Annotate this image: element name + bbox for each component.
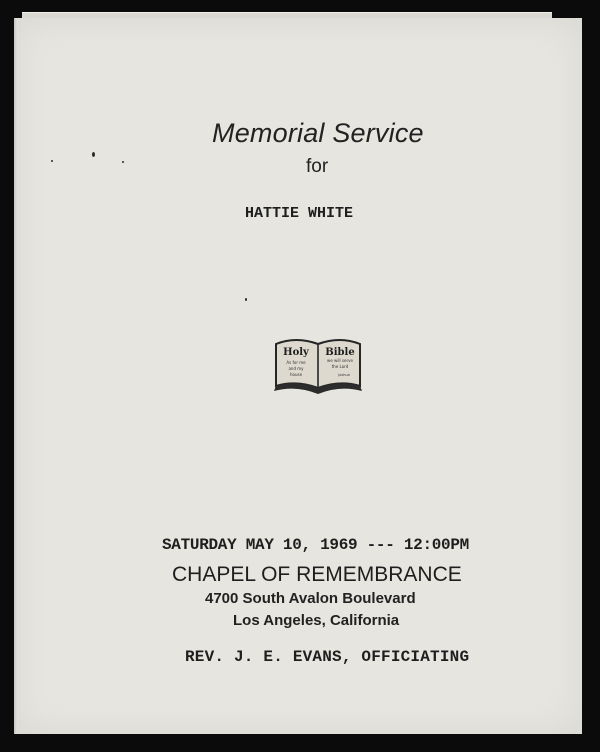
ink-speck xyxy=(51,160,53,162)
bible-left-heading: Holy xyxy=(283,347,309,358)
page-fold-edge xyxy=(14,18,18,734)
venue-city: Los Angeles, California xyxy=(233,612,400,629)
open-bible-icon xyxy=(272,334,364,396)
ink-speck xyxy=(245,298,247,301)
service-date-time: SATURDAY MAY 10, 1969 --- 12:00PM xyxy=(162,536,469,554)
service-title: Memorial Service xyxy=(212,118,424,148)
bible-right-heading: Bible xyxy=(325,347,355,358)
ink-speck xyxy=(92,152,95,157)
svg-text:As for me: As for me xyxy=(286,360,306,365)
ink-speck xyxy=(122,161,124,163)
venue-street-address: 4700 South Avalon Boulevard xyxy=(205,590,416,607)
service-for-label: for xyxy=(306,156,329,177)
svg-text:we will serve: we will serve xyxy=(327,358,353,363)
venue-name: CHAPEL OF REMEMBRANCE xyxy=(172,563,462,586)
deceased-name: HATTIE WHITE xyxy=(245,205,354,222)
bible-reference: Joshua xyxy=(338,373,350,377)
officiant-line: REV. J. E. EVANS, OFFICIATING xyxy=(185,648,470,666)
svg-text:the Lord: the Lord xyxy=(331,364,349,369)
svg-text:and my: and my xyxy=(288,366,304,371)
svg-text:house: house xyxy=(289,372,303,377)
